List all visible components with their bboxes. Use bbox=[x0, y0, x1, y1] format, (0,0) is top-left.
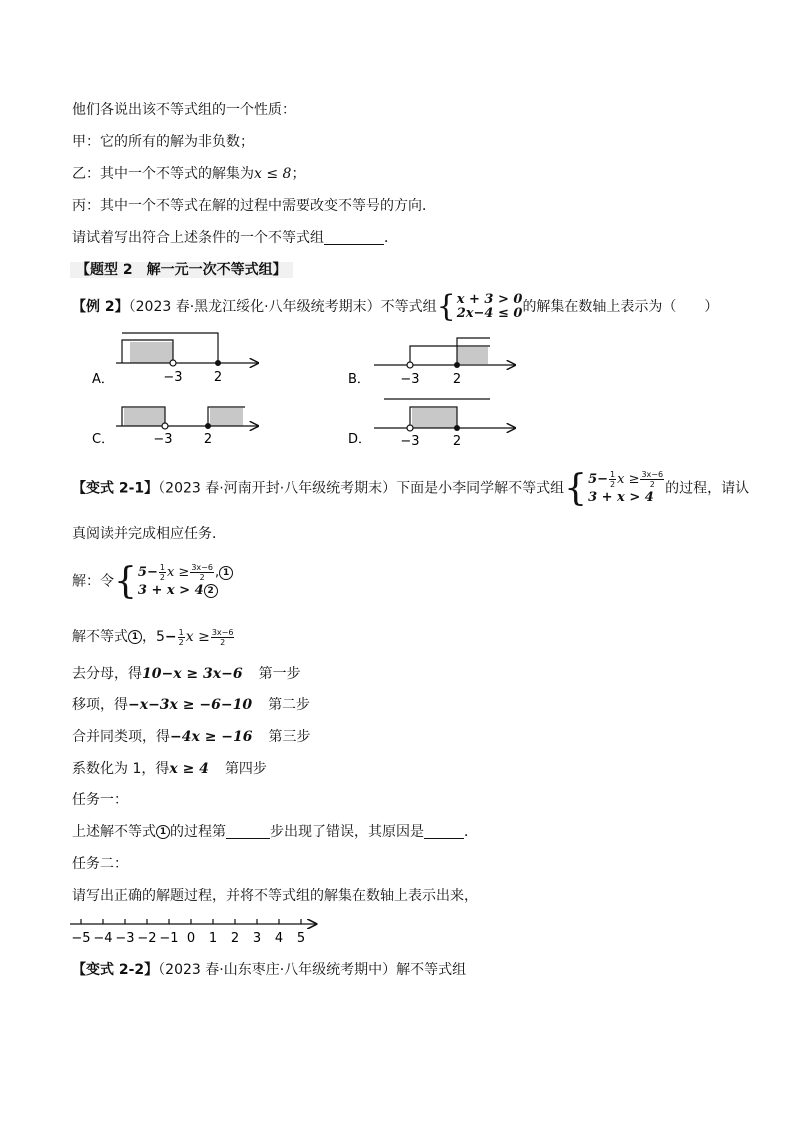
circle-1-task: 1 bbox=[156, 825, 170, 839]
step-4: 系数化为 1，得x ≥ 4 第四步 bbox=[72, 761, 267, 777]
option-c-tick-right: 2 bbox=[203, 432, 213, 447]
option-a-tick-left: −3 bbox=[163, 370, 183, 385]
variant-2-2-label: 【变式 2-2】 bbox=[72, 962, 159, 978]
option-c-label: C． bbox=[92, 432, 115, 447]
intro-line-5-text: 请试着写出符合上述条件的一个不等式组 bbox=[72, 230, 324, 246]
v21-frac-right: $\frac{3x-6}{2}$ bbox=[641, 470, 664, 489]
circle-2: 2 bbox=[204, 584, 218, 598]
variant-2-2-line bbox=[72, 960, 466, 980]
example-2-ineq-2: 2x−4 ≤ 0 bbox=[456, 306, 523, 321]
example-2-source: （2023 春·黑龙江绥化·八年级统考期末）不等式组 bbox=[128, 299, 437, 315]
number-line-label: −4 bbox=[93, 931, 113, 946]
option-a-shade bbox=[130, 342, 173, 363]
number-line-label: −3 bbox=[115, 931, 135, 946]
intro-line-1: 他们各说出该不等式组的一个性质： bbox=[72, 102, 296, 118]
variant-2-1-cont: 真阅读并完成相应任务． bbox=[72, 526, 226, 542]
intro-line-5 bbox=[72, 228, 398, 248]
variant-2-1-suffix: 的过程，请认 bbox=[665, 480, 750, 497]
step-blank[interactable] bbox=[226, 824, 270, 839]
number-line-label: −5 bbox=[71, 931, 91, 946]
number-line-label: 0 bbox=[186, 931, 196, 946]
option-d-label: D． bbox=[348, 432, 372, 447]
example-2-line bbox=[72, 289, 719, 324]
circle-1: 1 bbox=[219, 566, 233, 580]
step-2: 移项，得−x−3x ≥ −6−10 第二步 bbox=[72, 697, 311, 713]
section-heading bbox=[70, 260, 293, 280]
variant-2-1-system: { 5− $\frac{1}{2}$ x ≥ $\frac{3x-6}{2}$ 3 + x > 4 bbox=[564, 467, 664, 509]
step-3: 合并同类项，得−4x ≥ −16 第三步 bbox=[72, 729, 311, 745]
variant-2-1-source: （2023 春·河南开封·八年级统考期末）下面是小李同学解不等式组 bbox=[158, 480, 565, 497]
example-2-system: { x + 3 > 0 2x−4 ≤ 0 bbox=[436, 289, 523, 324]
option-d-tick-left: −3 bbox=[400, 434, 420, 449]
task-2-title: 任务二： bbox=[72, 856, 128, 872]
v21-frac-half: $\frac{1}{2}$ bbox=[610, 470, 616, 489]
option-c-shade-right bbox=[210, 408, 243, 426]
intro-line-2: 甲：它的所有的解为非负数； bbox=[72, 134, 254, 150]
option-d-tick-right: 2 bbox=[452, 434, 462, 449]
circle-1-ref: 1 bbox=[128, 630, 142, 644]
option-b-label: B． bbox=[348, 372, 370, 387]
option-b-tick-left: −3 bbox=[400, 372, 420, 387]
variant-2-2-source: （2023 春·山东枣庄·八年级统考期中）解不等式组 bbox=[158, 962, 467, 978]
option-c-tick-left: −3 bbox=[153, 432, 173, 447]
section-heading-text: 【题型 2 解一元一次不等式组】 bbox=[70, 262, 293, 278]
v21-eq1-x: x ≥ bbox=[617, 472, 640, 487]
example-2-ineq-1: x + 3 > 0 bbox=[456, 292, 523, 307]
example-2-options bbox=[0, 328, 794, 458]
reason-blank[interactable] bbox=[424, 824, 464, 839]
task-2-line: 请写出正确的解题过程，并将不等式组的解集在数轴上表示出来， bbox=[72, 888, 478, 904]
option-d-shade bbox=[412, 408, 457, 428]
option-d[interactable] bbox=[348, 399, 515, 449]
intro-line-5-suffix: ． bbox=[384, 230, 398, 246]
solve-ineq-1-line: 解不等式 1 ，5− $\frac{1}{2}$ x ≥ $\frac{3x-6}{2}$ bbox=[72, 627, 234, 647]
number-line-label: 1 bbox=[208, 931, 218, 946]
solution-prefix: 解：令 bbox=[72, 573, 114, 590]
number-line-label: −2 bbox=[137, 931, 157, 946]
intro-line-3 bbox=[72, 164, 305, 184]
option-a[interactable] bbox=[92, 333, 258, 387]
option-b-tick-right: 2 bbox=[452, 372, 462, 387]
option-a-label: A． bbox=[92, 372, 114, 387]
number-line-label: 3 bbox=[252, 931, 262, 946]
option-c[interactable] bbox=[92, 407, 258, 447]
step-1: 去分母，得10−x ≥ 3x−6 第一步 bbox=[72, 666, 301, 682]
option-b-shade bbox=[457, 347, 488, 364]
number-line-label: 2 bbox=[230, 931, 240, 946]
intro-line-3-suffix: ； bbox=[291, 166, 306, 182]
solution-system-line bbox=[72, 560, 233, 602]
solution-system: { 5− $\frac{1}{2}$ x ≥ $\frac{3x-6}{2}$ , 1 3 + x > 4 2 bbox=[114, 563, 233, 600]
example-2-suffix: 的解集在数轴上表示为（ ） bbox=[522, 299, 719, 315]
intro-line-4: 丙：其中一个不等式在解的过程中需要改变不等号的方向． bbox=[72, 198, 436, 214]
answer-blank[interactable] bbox=[324, 230, 384, 245]
number-line-label: −1 bbox=[159, 931, 179, 946]
v21-eq2: 3 + x > 4 bbox=[588, 490, 654, 505]
example-2-label: 【例 2】 bbox=[72, 299, 129, 315]
task-1-line: 上述解不等式 1 的过程第 步出现了错误，其原因是 ． bbox=[72, 824, 478, 840]
number-line-label: 4 bbox=[274, 931, 284, 946]
task-1-title: 任务一： bbox=[72, 792, 128, 808]
option-b[interactable] bbox=[348, 338, 515, 387]
option-c-shade-left bbox=[124, 408, 165, 426]
intro-line-3-text: 乙：其中一个不等式的解集为 bbox=[72, 166, 254, 182]
variant-2-1-line bbox=[72, 467, 750, 509]
v21-eq1-left: 5− bbox=[588, 472, 609, 487]
number-line-label: 5 bbox=[296, 931, 306, 946]
variant-2-1-label: 【变式 2-1】 bbox=[72, 480, 159, 497]
option-a-tick-right: 2 bbox=[213, 370, 223, 385]
answer-number-line[interactable] bbox=[66, 912, 326, 952]
intro-line-3-math: x ≤ 8 bbox=[254, 166, 292, 182]
